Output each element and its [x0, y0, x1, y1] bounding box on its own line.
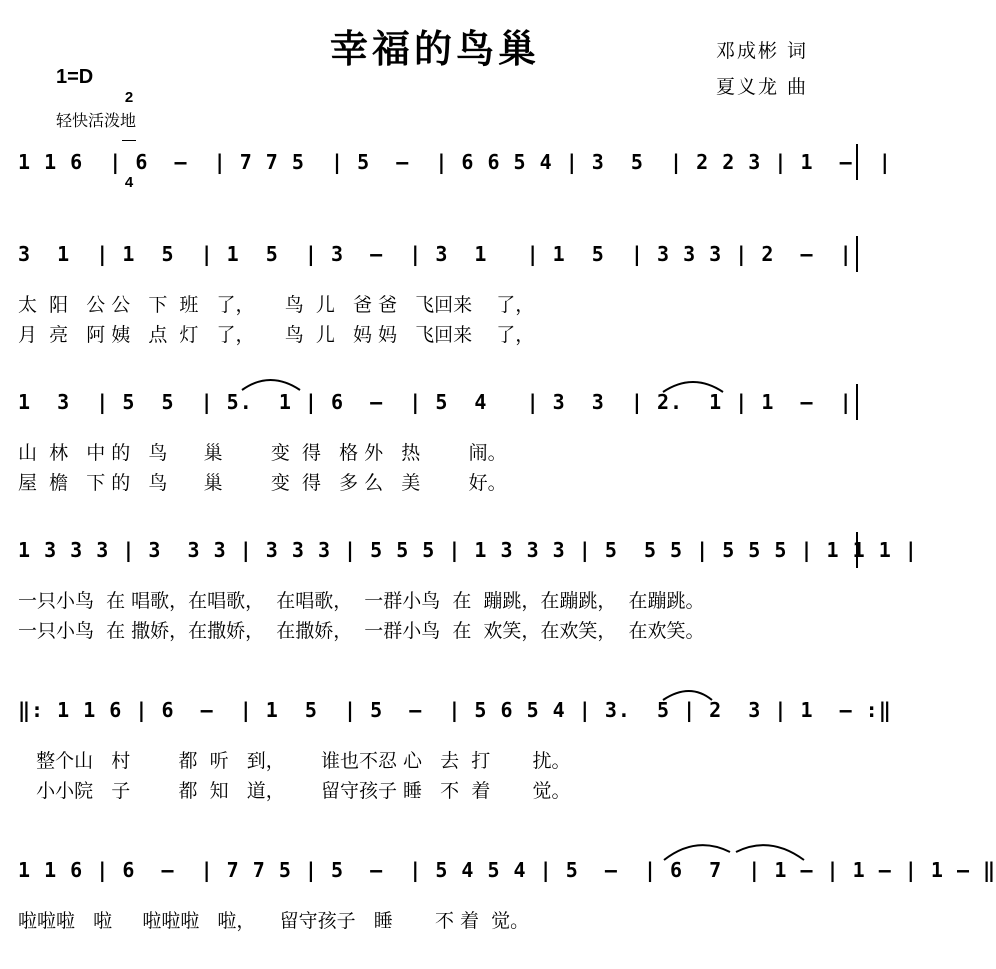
notation-line: 3 1 | 1 5 | 1 5 | 3 – | 3 1 | 1 5 | 3 3 3 | 2 – |: [18, 242, 853, 266]
notation-line: 1 3 3 3 | 3 3 3 | 3 3 3 | 5 5 5 | 1 3 3 3 | 5 5 5 | 5 5 5 | 1 1 1 |: [18, 538, 918, 562]
notation-line: 1 1 6 | 6 – | 7 7 5 | 5 – | 5 4 5 4 | 5 – | 6 7 | 1 – | 1 – | 1 – ‖: [18, 858, 996, 882]
lyric-verse-2: 小小院 子 都 知 道， 留守孩子 睡 不 着 觉。: [18, 780, 571, 802]
lyric-verse-1: 太 阳 公 公 下 班 了， 鸟 儿 爸 爸 飞回来 了，: [18, 294, 535, 316]
time-signature-bottom: 4: [124, 174, 134, 191]
tempo-marking: 轻快活泼地: [56, 111, 137, 130]
song-title: 幸福的鸟巢: [330, 26, 541, 71]
lyric-verse-1: 整个山 村 都 听 到， 谁也不忍 心 去 打 扰。: [18, 750, 571, 772]
notation-line: 1 1 6 | 6 – | 7 7 5 | 5 – | 6 6 5 4 | 3 5 | 2 2 3 | 1 – |: [18, 150, 892, 174]
lyric-verse-2: 月 亮 阿 姨 点 灯 了， 鸟 儿 妈 妈 飞回来 了，: [18, 324, 535, 346]
lyricist-credit: 邓成彬 词: [716, 40, 809, 62]
notation-line: 1 3 | 5 5 | 5. 1 | 6 – | 5 4 | 3 3 | 2. 1 | 1 – |: [18, 390, 853, 414]
composer-credit: 夏义龙 曲: [716, 76, 809, 98]
tie-mark: [242, 380, 300, 390]
lyric-verse-2: 屋 檐 下 的 鸟 巢 变 得 多 么 美 好。: [18, 472, 507, 494]
tie-mark: [663, 382, 723, 392]
notation-line: ‖: 1 1 6 | 6 – | 1 5 | 5 – | 5 6 5 4 | 3. 5 | 2 3 | 1 – :‖: [18, 698, 892, 722]
lyric-verse-1: 啦啦啦 啦 啦啦啦 啦， 留守孩子 睡 不 着 觉。: [18, 910, 530, 932]
lyric-verse-1: 山 林 中 的 鸟 巢 变 得 格 外 热 闹。: [18, 442, 507, 464]
lyric-verse-2: 一只小鸟 在 撒娇，在撒娇， 在撒娇， 一群小鸟 在 欢笑，在欢笑， 在欢笑。: [18, 620, 705, 642]
lyric-verse-1: 一只小鸟 在 唱歌，在唱歌， 在唱歌， 一群小鸟 在 蹦跳，在蹦跳， 在蹦跳。: [18, 590, 705, 612]
tie-mark: [664, 845, 730, 860]
tie-mark: [736, 845, 804, 860]
time-signature-top: 2: [124, 89, 134, 106]
key-signature: 1=D: [56, 66, 94, 88]
tie-mark: [663, 691, 712, 700]
